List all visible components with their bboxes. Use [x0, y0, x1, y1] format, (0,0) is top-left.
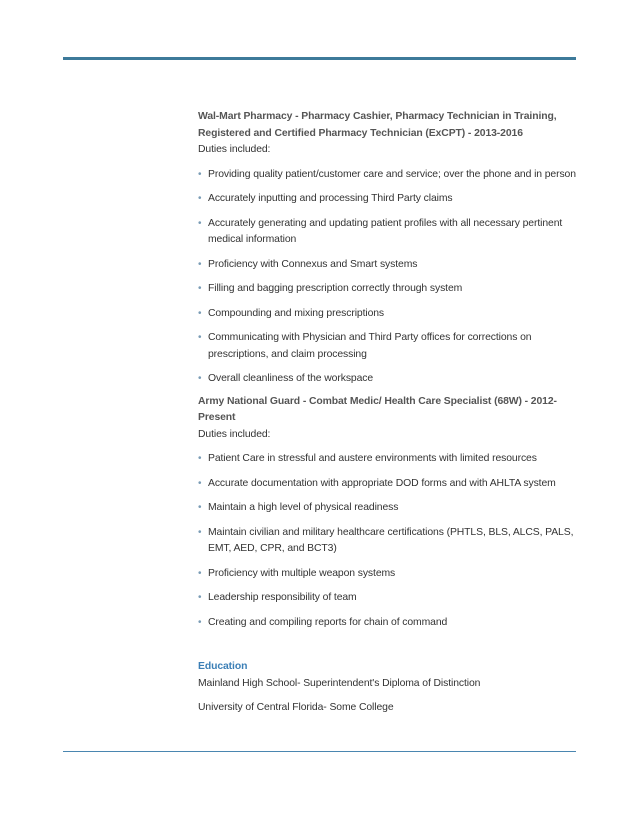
- resume-content: [198, 109, 578, 717]
- list-item-text: Accurately inputting and processing Third Party claims: [208, 193, 453, 204]
- bullet-icon: •: [198, 567, 202, 579]
- list-item-text: Accurately generating and updating patient profiles with all necessary pertinent medical information: [208, 217, 563, 245]
- duties-list: [198, 451, 578, 631]
- bullet-icon: •: [198, 616, 202, 628]
- list-item: [198, 500, 578, 517]
- bullet-icon: •: [198, 168, 202, 180]
- bullet-icon: •: [198, 258, 202, 270]
- list-item: [198, 191, 578, 208]
- list-item: [198, 306, 578, 323]
- entry-spacer: [198, 692, 578, 700]
- education-entry: Mainland High School- Superintendent's Diploma of Distinction: [198, 677, 481, 689]
- list-item-text: Creating and compiling reports for chain of command: [208, 616, 448, 628]
- list-item-text: Accurate documentation with appropriate DOD forms and with AHLTA system: [208, 477, 556, 489]
- list-item: [198, 451, 578, 468]
- list-item-text: Patient Care in stressful and austere environments with limited resources: [208, 453, 537, 464]
- bullet-icon: •: [198, 526, 202, 538]
- list-item: [198, 590, 578, 607]
- education-section: [198, 659, 578, 717]
- list-item: [198, 476, 578, 493]
- bullet-icon: •: [198, 332, 202, 343]
- bullet-icon: •: [198, 283, 202, 294]
- education-heading: Education: [198, 661, 248, 672]
- job-title: Wal-Mart Pharmacy - Pharmacy Cashier, Pharmacy Technician in Training, Registered and Certified Pharmacy Technician (ExCPT) - 2013-2016: [198, 111, 557, 139]
- job-entry-army: [198, 394, 578, 632]
- job-title: Army National Guard - Combat Medic/ Health Care Specialist (68W) - 2012-Present: [198, 395, 557, 423]
- list-item: [198, 330, 578, 363]
- list-item-text: Communicating with Physician and Third Party offices for corrections on prescriptions, and claim processing: [208, 332, 532, 360]
- list-item: [198, 281, 578, 298]
- duties-list: [198, 167, 578, 388]
- list-item-text: Filling and bagging prescription correctly through system: [208, 283, 463, 294]
- list-item-text: Maintain civilian and military healthcare certifications (PHTLS, BLS, ALCS, PALS, EMT, AED, CPR, and BCT3): [208, 526, 574, 554]
- list-item-text: Maintain a high level of physical readiness: [208, 502, 399, 513]
- list-item-text: Proficiency with Connexus and Smart systems: [208, 258, 418, 270]
- bullet-icon: •: [198, 477, 202, 489]
- list-item: [198, 257, 578, 274]
- bottom-divider: [63, 751, 576, 752]
- duties-label: Duties included:: [198, 428, 271, 440]
- bullet-icon: •: [198, 592, 202, 603]
- list-item-text: Overall cleanliness of the workspace: [208, 373, 374, 384]
- list-item: [198, 167, 578, 184]
- bullet-icon: •: [198, 453, 202, 464]
- list-item-text: Providing quality patient/customer care and service; over the phone and in person: [208, 168, 576, 180]
- list-item: [198, 525, 578, 558]
- list-item-text: Proficiency with multiple weapon systems: [208, 567, 396, 579]
- bullet-icon: •: [198, 307, 202, 319]
- education-entry: University of Central Florida- Some College: [198, 702, 394, 713]
- section-spacer: [198, 639, 578, 659]
- list-item-text: Compounding and mixing prescriptions: [208, 307, 385, 319]
- list-item: [198, 216, 578, 249]
- bullet-icon: •: [198, 217, 202, 229]
- list-item: [198, 371, 578, 388]
- list-item: [198, 566, 578, 583]
- list-item-text: Leadership responsibility of team: [208, 592, 357, 603]
- bullet-icon: •: [198, 373, 202, 384]
- duties-label: Duties included:: [198, 144, 271, 155]
- top-divider: [63, 57, 576, 60]
- bullet-icon: •: [198, 502, 202, 513]
- bullet-icon: •: [198, 193, 202, 204]
- job-entry-walmart: [198, 109, 578, 388]
- list-item: [198, 615, 578, 632]
